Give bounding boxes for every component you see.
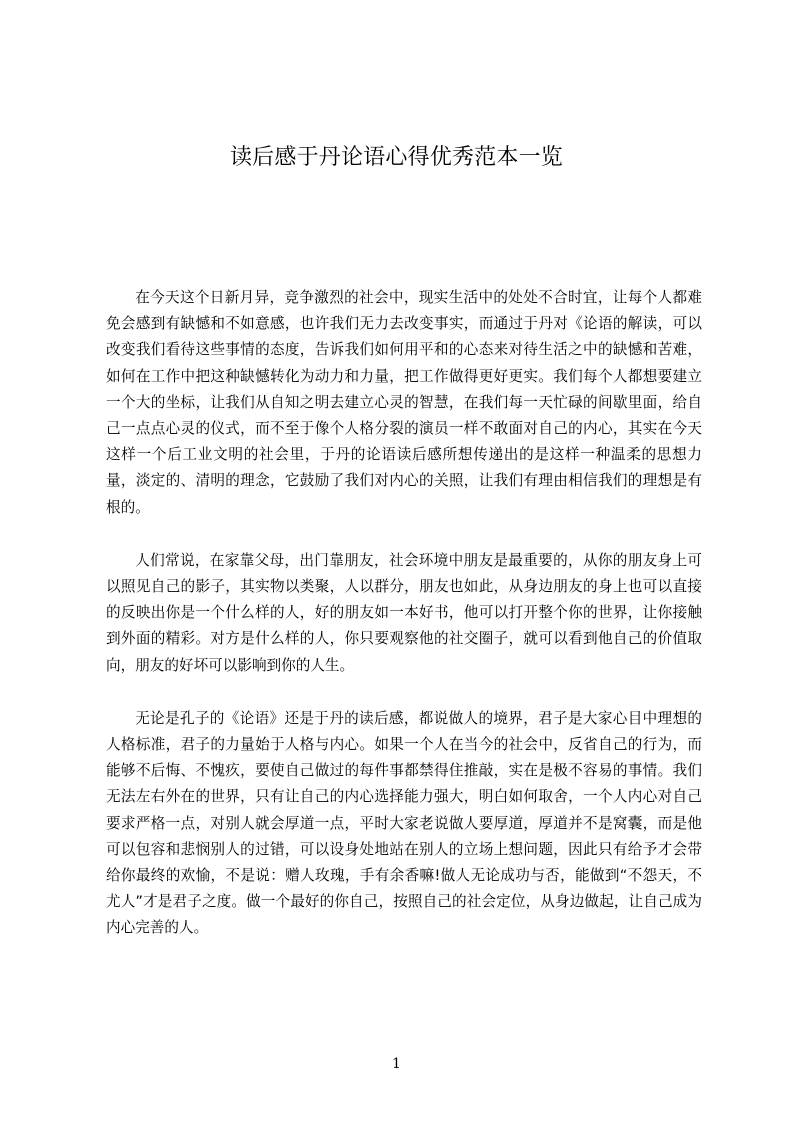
- paragraph-1: 在今天这个日新月异，竞争激烈的社会中，现实生活中的处处不合时宜，让每个人都难免会感到有缺憾和不如意感，也许我们无力去改变事实，而通过于丹对《论语的解读，可以改变我们看待这些事情的态度，告诉我们如何用平和的心态来对待生活之中的缺憾和苦难，如何在工作中把这种缺憾转化为动力和力量，把工作做得更好更实。我们每个人都想要建立一个大的坐标，让我们从自知之明去建立心灵的智慧，在我们每一天忙碌的间歇里面，给自己一点点心灵的仪式，而不至于像个人格分裂的演员一样不敢面对自己的内心，其实在今天这样一个后工业文明的社会里，于丹的论语读后感所想传递出的是这样一种温柔的思想力量，淡定的、清明的理念，它鼓励了我们对内心的关照，让我们有理由相信我们的理想是有根的。: [106, 289, 702, 516]
- paragraph-2: 人们常说，在家靠父母，出门靠朋友，社会环境中朋友是最重要的，从你的朋友身上可以照见自己的影子，其实物以类聚，人以群分，朋友也如此，从身边朋友的身上也可以直接的反映出你是一个什么样的人，好的朋友如一本好书，他可以打开整个你的世界，让你接触到外面的精彩。对方是什么样的人，你只要观察他的社交圈子，就可以看到他自己的价值取向，朋友的好坏可以影响到你的人生。: [106, 551, 702, 674]
- document-title: 读后感于丹论语心得优秀范本一览: [229, 145, 563, 170]
- page-number: 1: [392, 1056, 401, 1072]
- paragraph-3: 无论是孔子的《论语》还是于丹的读后感，都说做人的境界，君子是大家心目中理想的人格标准，君子的力量始于人格与内心。如果一个人在当今的社会中，反省自己的行为，而能够不后悔、不愧疚，要使自己做过的每件事都禁得住推敲，实在是极不容易的事情。我们无法左右外在的世界，只有让自己的内心选择能力强大，明白如何取舍，一个人内心对自己要求严格一点，对别人就会厚道一点，平时大家老说做人要厚道，厚道并不是窝囊，而是他可以包容和悲悯别人的过错，可以设身处地站在别人的立场上想问题，因此只有给予才会带给你最终的欢愉，不是说：赠人玫瑰，手有余香嘛!做人无论成功与否，能做到“不怨天，不尤人”才是君子之度。做一个最好的你自己，按照自己的社会定位，从身边做起，让自己成为内心完善的人。: [106, 709, 702, 937]
- document-body: [106, 285, 702, 942]
